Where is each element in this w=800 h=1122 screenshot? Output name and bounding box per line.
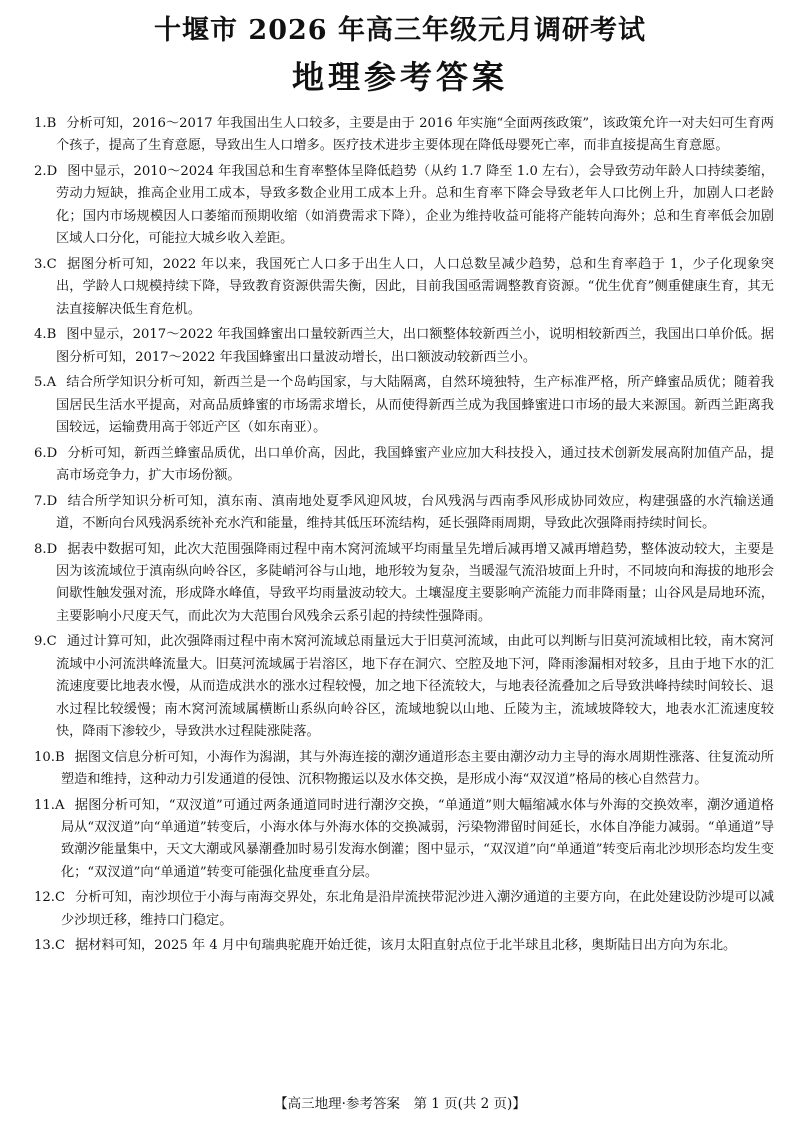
answer-choice: C xyxy=(46,256,57,272)
answer-choice: D xyxy=(46,493,58,509)
answer-item-2: 2.D 图中显示，2010～2024 年我国总和生育率整体呈降低趋势（从约 1.7 降至 1.0 左右），会导致劳动年龄人口持续萎缩，劳动力短缺，推高企业用工成本，导致多数企业用工成本上升。总和生育率下降会导致老年人口比例上升，加剧人口老龄化；国内市场规模因人口萎缩而预期收缩（如消费需求下降），企业为维持收益可能将产能转向海外；总和生育率低会加剧区域人口分化，可能拉大城乡收入差距。 xyxy=(34,161,774,251)
answer-choice: D xyxy=(46,445,58,461)
answer-explanation: 图中显示，2017～2022 年我国蜂蜜出口量较新西兰大，出口额整体较新西兰小，说明相较新西兰，我国出口单价低。据图分析可知，2017～2022 年我国蜂蜜出口量波动增长，出口额波动较新西兰小。 xyxy=(56,327,774,365)
answer-explanation: 分析可知，新西兰蜂蜜品质优，出口单价高，因此，我国蜂蜜产业应加大科技投入，通过技术创新发展高附加值产品，提高市场竞争力，扩大市场份额。 xyxy=(56,445,774,484)
answer-choice: A xyxy=(46,375,57,391)
answer-choice: D xyxy=(46,541,58,557)
answer-item-13: 13.C 据材料可知，2025 年 4 月中旬瑞典驼鹿开始迁徙，该月太阳直射点位于北半球且北移，奥斯陆日出方向为东北。 xyxy=(34,935,774,957)
answer-key-title: 地理参考答案 xyxy=(291,58,508,96)
answer-item-1: 1.B 分析可知，2016～2017 年我国出生人口较多，主要是由于 2016 年实施“全面两孩政策”，该政策允许一对夫妇可生育两个孩子，提高了生育意愿，导致出生人口增多。医疗技术进步主要体现在降低母婴死亡率，而非直接提高生育意愿。 xyxy=(34,113,774,158)
answer-explanation: 结合所学知识分析可知，新西兰是一个岛屿国家，与大陆隔离，自然环境独特，生产标准严格，所产蜂蜜品质优；随着我国居民生活水平提高，对高品质蜂蜜的市场需求增长，从而使得新西兰成为我国蜂蜜进口市场的最大来源国。新西兰距离我国较远，运输费用高于邻近产区（如东南亚）。 xyxy=(56,375,774,436)
answer-choice: B xyxy=(46,116,57,131)
answer-explanation: 通过计算可知，此次强降雨过程中南木窝河流域总雨量远大于旧莫河流域，由此可以判断与旧莫河流域相比较，南木窝河流域中小河流洪峰流量大。旧莫河流域属于岩溶区，地下存在洞穴、空腔及地下河，降雨渗漏相对较多，且由于地下水的汇流速度要比地表水慢，从而造成洪水的涨水过程较慢，加之地下径流较大，与地表径流叠加之后导致洪峰持续时间较长、退水过程比较缓慢；南木窝河流域属横断山系纵向岭谷区，流域地貌以山地、丘陵为主，流域坡降较大，地表水汇流速度较快，降雨下渗较少，导致洪水过程陡涨陡落。 xyxy=(56,634,774,740)
answer-choice: C xyxy=(54,938,66,954)
answer-item-9: 9.C 通过计算可知，此次强降雨过程中南木窝河流域总雨量远大于旧莫河流域，由此可以判断与旧莫河流域相比较，南木窝河流域中小河流洪峰流量大。旧莫河流域属于岩溶区，地下存在洞穴、空腔及地下河，降雨渗漏相对较多，且由于地下水的汇流速度要比地表水慢，从而造成洪水的涨水过程较慢，加之地下径流较大，与地表径流叠加之后导致洪峰持续时间较长、退水过程比较缓慢；南木窝河流域属横断山系纵向岭谷区，流域地貌以山地、丘陵为主，流域坡降较大，地表水汇流速度较快，降雨下渗较少，导致洪水过程陡涨陡落。 xyxy=(34,631,774,743)
answer-item-4: 4.B 图中显示，2017～2022 年我国蜂蜜出口量较新西兰大，出口额整体较新西兰小，说明相较新西兰，我国出口单价低。据图分析可知，2017～2022 年我国蜂蜜出口量波动增长，出口额波动较新西兰小。 xyxy=(34,324,774,369)
answer-item-11: 11.A 据图分析可知，“双汊道”可通过两条通道同时进行潮汐交换，“单通道”则大幅缩减水体与外海的交换效率，潮汐通道格局从“双汊道”向“单通道”转变后，小海水体与外海水体的交换减弱，污染物滞留时间延长，水体自净能力减弱。“单通道”导致潮汐能量集中，天文大潮或风暴潮叠加时易引发海水倒灌；图中显示，“双汊道”向“单通道”转变后南北沙坝形态均发生变化；“双汊道”向“单通道”转变可能强化盐度垂直分层。 xyxy=(34,795,774,885)
answer-explanation: 据图分析可知，“双汊道”可通过两条通道同时进行潮汐交换，“单通道”则大幅缩减水体与外海的交换效率，潮汐通道格局从“双汊道”向“单通道”转变后，小海水体与外海水体的交换减弱，污染物滞留时间延长，水体自净能力减弱。“单通道”导致潮汐能量集中，天文大潮或风暴潮叠加时易引发海水倒灌；图中显示，“双汊道”向“单通道”转变后南北沙坝形态均发生变化；“双汊道”向“单通道”转变可能强化盐度垂直分层。 xyxy=(61,797,775,880)
answer-explanation: 据图分析可知，2022 年以来，我国死亡人口多于出生人口，人口总数呈减少趋势，总和生育率趋于 1，少子化现象突出，学龄人口规模持续下降，导致教育资源供需失衡，因此，目前我国亟需调整教育资源。“优生优育”侧重健康生育，其无法直接解决低生育危机。 xyxy=(56,256,774,317)
answer-item-8: 8.D 据表中数据可知，此次大范围强降雨过程中南木窝河流域平均雨量呈先增后减再增又减再增趋势，整体波动较大，主要是因为该流域位于滇南纵向岭谷区，多陡峭河谷与山地，地形较为复杂，当暖湿气流沿坡面上升时，不同坡向和海拔的地形会间歇性触发强对流，形成降水峰值，导致平均雨量波动较大。土壤湿度主要影响产流能力而非降雨量；山谷风是局地环流，主要影响小尺度天气，而此次为大范围台风残余云系引起的持续性强降雨。 xyxy=(34,539,774,629)
page-footer: 【高三地理·参考答案 第 1 页(共 2 页)】 xyxy=(274,1096,526,1112)
answer-choice: B xyxy=(54,749,65,765)
answer-explanation: 结合所学知识分析可知，滇东南、滇南地处夏季风迎风坡，台风残涡与西南季风形成协同效应，构建强盛的水汽输送通道，不断向台风残涡系统补充水汽和能量，维持其低压环流结构，延长强降雨周期，导致此次强降雨持续时间长。 xyxy=(56,493,774,532)
answer-item-5: 5.A 结合所学知识分析可知，新西兰是一个岛屿国家，与大陆隔离，自然环境独特，生产标准严格，所产蜂蜜品质优；随着我国居民生活水平提高，对高品质蜂蜜的市场需求增长，从而使得新西兰成为我国蜂蜜进口市场的最大来源国。新西兰距离我国较远，运输费用高于邻近产区（如东南亚）。 xyxy=(34,372,774,439)
answer-item-10: 10.B 据图文信息分析可知，小海作为潟湖，其与外海连接的潮汐通道形态主要由潮汐动力主导的海水周期性涨落、往复流动所塑造和维持，这种动力引发通道的侵蚀、沉积物搬运以及水体交换，是形成小海“双汊道”格局的核心自然营力。 xyxy=(34,747,774,792)
answer-choice: D xyxy=(46,164,58,179)
answer-explanation: 据材料可知，2025 年 4 月中旬瑞典驼鹿开始迁徙，该月太阳直射点位于北半球且北移，奥斯陆日出方向为东北。 xyxy=(75,938,737,954)
answer-explanation: 据图文信息分析可知，小海作为潟湖，其与外海连接的潮汐通道形态主要由潮汐动力主导的海水周期性涨落、往复流动所塑造和维持，这种动力引发通道的侵蚀、沉积物搬运以及水体交换，是形成小海“双汊道”格局的核心自然营力。 xyxy=(61,749,774,788)
answer-choice: A xyxy=(54,797,65,813)
answer-choice: C xyxy=(46,634,57,650)
answer-list xyxy=(34,113,774,961)
answer-explanation: 分析可知，2016～2017 年我国出生人口较多，主要是由于 2016 年实施“全面两孩政策”，该政策允许一对夫妇可生育两个孩子，提高了生育意愿，导致出生人口增多。医疗技术进步主要体现在降低母婴死亡率，而非直接提高生育意愿。 xyxy=(56,116,774,154)
answer-item-12: 12.C 分析可知，南沙坝位于小海与南海交界处，东北角是沿岸流挟带泥沙进入潮汐通道的主要方向，在此处建设防沙堤可以减少沙坝迁移，维持口门稳定。 xyxy=(34,887,774,932)
answer-choice: B xyxy=(46,327,57,343)
answer-explanation: 分析可知，南沙坝位于小海与南海交界处，东北角是沿岸流挟带泥沙进入潮汐通道的主要方向，在此处建设防沙堤可以减少沙坝迁移，维持口门稳定。 xyxy=(61,890,775,928)
exam-title: 十堰市 2026 年高三年级元月调研考试 xyxy=(154,15,646,46)
answer-choice: C xyxy=(54,890,66,906)
answer-item-7: 7.D 结合所学知识分析可知，滇东南、滇南地处夏季风迎风坡，台风残涡与西南季风形成协同效应，构建强盛的水汽输送通道，不断向台风残涡系统补充水汽和能量，维持其低压环流结构，延长强降雨周期，导致此次强降雨持续时间长。 xyxy=(34,491,774,536)
answer-item-3: 3.C 据图分析可知，2022 年以来，我国死亡人口多于出生人口，人口总数呈减少趋势，总和生育率趋于 1，少子化现象突出，学龄人口规模持续下降，导致教育资源供需失衡，因此，目前我国亟需调整教育资源。“优生优育”侧重健康生育，其无法直接解决低生育危机。 xyxy=(34,254,774,321)
answer-explanation: 图中显示，2010～2024 年我国总和生育率整体呈降低趋势（从约 1.7 降至 1.0 左右），会导致劳动年龄人口持续萎缩，劳动力短缺，推高企业用工成本，导致多数企业用工成本上升。总和生育率下降会导致老年人口比例上升，加剧人口老龄化；国内市场规模因人口萎缩而预期收缩（如消费需求下降），企业为维持收益可能将产能转向海外；总和生育率低会加剧区域人口分化，可能拉大城乡收入差距。 xyxy=(56,164,774,247)
answer-item-6: 6.D 分析可知，新西兰蜂蜜品质优，出口单价高，因此，我国蜂蜜产业应加大科技投入，通过技术创新发展高附加值产品，提高市场竞争力，扩大市场份额。 xyxy=(34,443,774,488)
answer-explanation: 据表中数据可知，此次大范围强降雨过程中南木窝河流域平均雨量呈先增后减再增又减再增趋势，整体波动较大，主要是因为该流域位于滇南纵向岭谷区，多陡峭河谷与山地，地形较为复杂，当暖湿气流沿坡面上升时，不同坡向和海拔的地形会间歇性触发强对流，形成降水峰值，导致平均雨量波动较大。土壤湿度主要影响产流能力而非降雨量；山谷风是局地环流，主要影响小尺度天气，而此次为大范围台风残余云系引起的持续性强降雨。 xyxy=(56,541,774,624)
